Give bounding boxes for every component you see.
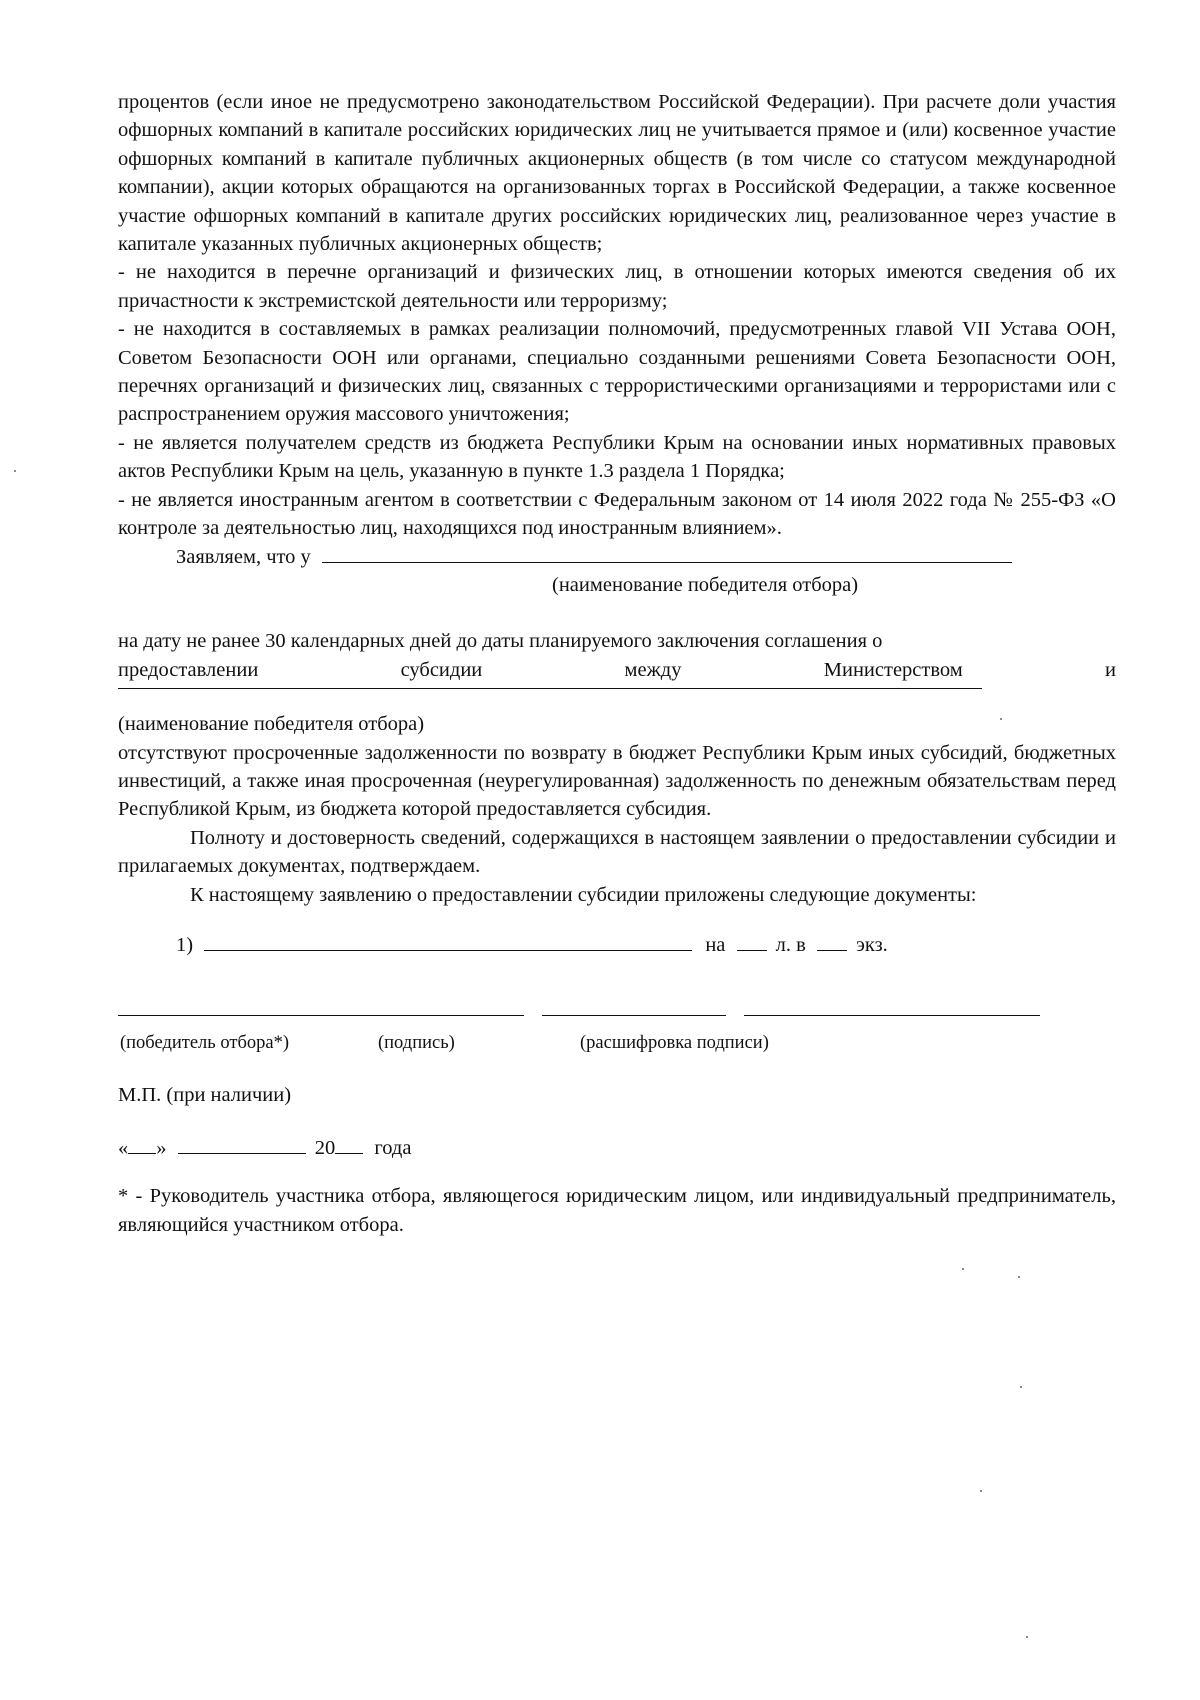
- date-day-field[interactable]: [128, 1135, 156, 1154]
- winner-name-field[interactable]: [322, 544, 1012, 563]
- signature-lines: [118, 997, 1116, 1025]
- sign-caption: (подпись): [378, 1033, 455, 1054]
- winner-name-caption-2: (наименование победителя отбора): [118, 713, 425, 736]
- attachment-name-field[interactable]: [204, 932, 692, 951]
- scan-speck: [14, 470, 16, 472]
- date-close-quote: »: [156, 1136, 167, 1159]
- declaration-word: Министерством: [823, 658, 963, 681]
- date-open-quote: «: [118, 1136, 129, 1159]
- attachment-copies-field[interactable]: [817, 932, 847, 951]
- declaration-word: и: [1105, 658, 1116, 681]
- decode-caption: (расшифровка подписи): [580, 1033, 769, 1054]
- winner-signature-field[interactable]: [118, 997, 524, 1016]
- footnote: * - Руководитель участника отбора, являющегося юридическим лицом, или индивидуальный предприниматель, являющийся участником отбора.: [118, 1185, 1116, 1236]
- declaration-intro-row: [118, 543, 1116, 571]
- declaration-word: субсидии: [400, 658, 483, 681]
- attachment-sheets-field[interactable]: [737, 932, 767, 951]
- scan-speck: [980, 1490, 982, 1492]
- declaration-word: между: [624, 658, 682, 681]
- scan-speck: [1000, 718, 1002, 720]
- date-year-field[interactable]: [335, 1135, 363, 1154]
- attachment-number: 1): [176, 933, 194, 956]
- paragraph-offshore: процентов (если иное не предусмотрено законодательством Российской Федерации). При расчете доли участия офшорных компаний в капитале российских юридических лиц не учитывается прямое и (или) косвенное участие офшорных компаний в капитале публичных акционерных обществ (в том числе со статусом международной компании), акции которых обращаются на организованных торгах в Российской Федерации, а также косвенное участие офшорных компаний в капитале других российских юридических лиц, реализованное через участие в капитале указанных публичных акционерных обществ;: [118, 91, 1116, 256]
- paragraph-un-lists: - не находится в составляемых в рамках реализации полномочий, предусмотренных главой VII Устава ООН, Советом Безопасности ООН или органами, специально созданными решениями Совета Безопасности ООН, перечнях организаций и физических лиц, связанных с террористическими организациями и террористами или с распространением оружия массового уничтожения;: [118, 318, 1116, 426]
- signature-field[interactable]: [542, 997, 726, 1016]
- confirmation-paragraph: Полноту и достоверность сведений, содержащихся в настоящем заявлении о предоставлении субсидии и прилагаемых документах, подтверждаем.: [118, 826, 1116, 878]
- declaration-line1: на дату не ранее 30 календарных дней до даты планируемого заключения соглашения о: [118, 630, 883, 653]
- winner-name-field-2[interactable]: [118, 684, 982, 689]
- winner-name-caption: (наименование победителя отбора): [552, 573, 859, 596]
- scan-speck: [1026, 1636, 1028, 1638]
- declaration-word: предоставлении: [118, 658, 259, 681]
- scan-speck: [1020, 1386, 1022, 1388]
- attachments-intro: К настоящему заявлению о предоставлении субсидии приложены следующие документы:: [190, 883, 977, 906]
- paragraph-foreign-agent: - не является иностранным агентом в соответствии с Федеральным законом от 14 июля 2022 года № 255-ФЗ «О контроле за деятельностью лиц, находящихся под иностранным влиянием».: [118, 488, 1116, 540]
- date-month-field[interactable]: [178, 1135, 306, 1154]
- date-year-prefix: 20: [314, 1136, 336, 1159]
- declaration-body: отсутствуют просроченные задолженности по возврату в бюджет Республики Крым иных субсидий, бюджетных инвестиций, а также иная просроченная (неурегулированная) задолженность по денежным обязательствам перед Республикой Крым, из бюджета которой предоставляется субсидия.: [118, 741, 1116, 821]
- date-year-word: года: [374, 1136, 412, 1159]
- declaration-intro: Заявляем, что у: [176, 545, 311, 568]
- stamp-label: М.П. (при наличии): [118, 1084, 292, 1107]
- paragraph-extremism: - не находится в перечне организаций и физических лиц, в отношении которых имеются сведения об их причастности к экстремистской деятельности или терроризму;: [118, 261, 1116, 312]
- document-page: [118, 88, 1116, 1239]
- attachment-copies-label: экз.: [856, 933, 888, 956]
- winner-caption: (победитель отбора*): [120, 1033, 289, 1054]
- scan-speck: [962, 1268, 964, 1270]
- declaration-line2: [118, 656, 1116, 684]
- scan-speck: [1018, 1276, 1020, 1278]
- date-row: [118, 1134, 1116, 1162]
- signature-decode-field[interactable]: [744, 997, 1040, 1016]
- attachment-sheets-label: л. в: [775, 933, 806, 956]
- attachment-item-1: [118, 931, 1116, 959]
- signature-captions: [118, 1025, 1116, 1055]
- paragraph-budget-recipient: - не является получателем средств из бюджета Республики Крым на основании иных нормативных правовых актов Республики Крым на цель, указанную в пункте 1.3 раздела 1 Порядка;: [118, 431, 1116, 483]
- attachment-on-label: на: [705, 933, 726, 956]
